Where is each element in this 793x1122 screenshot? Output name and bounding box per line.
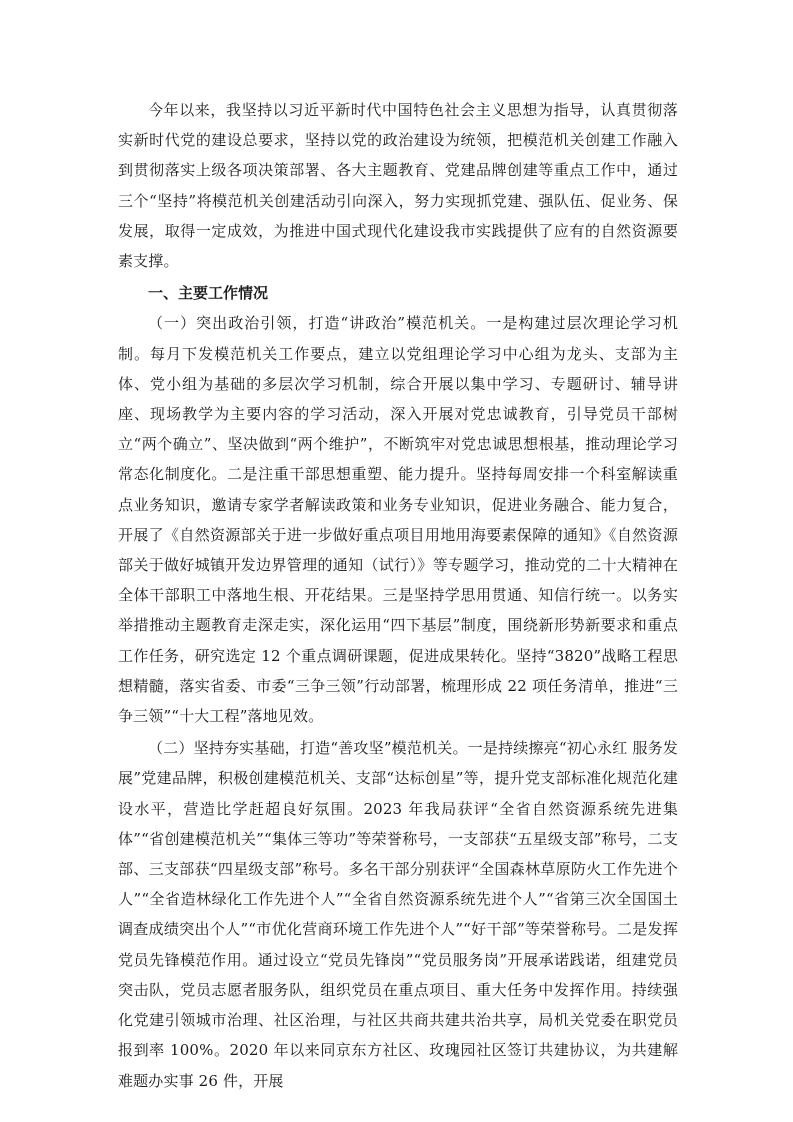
document-body (118, 95, 678, 1096)
paragraph-consolidating-foundation: （二）坚持夯实基础，打造“善攻坚”模范机关。一是持续擦亮“初心永红 服务发展”党建品牌，积极创建模范机关、支部“达标创星”等，提升党支部标准化规范化建设水平，营造比学赶超良好氛围。2023 年我局获评“全省自然资源系统先进集体”“省创建模范机关”“集体三等功”等荣誉称号，一支部获“五星级支部”称号，二支部、三支部获“四星级支部”称号。多名干部分别获评“全国森林草原防火工作先进个人”“全省造林绿化工作先进个人”“全省自然资源系统先进个人”“省第三次全国国土调查成绩突出个人”“市优化营商环境工作先进个人”“好干部”等荣誉称号。二是发挥党员先锋模范作用。通过设立“党员先锋岗”“党员服务岗”开展承诺践诺，组建党员突击队，党员志愿者服务队，组织党员在重点项目、重大任务中发挥作用。持续强化党建引领城市治理、社区治理，与社区共商共建共治共享，局机关党委在职党员报到率 100%。2020 年以来同京东方社区、玫瑰园社区签订共建协议，为共建解难题办实事 26 件，开展 (118, 739, 678, 1090)
paragraph-political-guidance: （一）突出政治引领，打造“讲政治”模范机关。一是构建过层次理论学习机制。每月下发模范机关工作要点，建立以党组理论学习中心组为龙头、支部为主体、党小组为基础的多层次学习机制，综合开展以集中学习、专题研讨、辅导讲座、现场教学为主要内容的学习活动，深入开展对党忠诚教育，引导党员干部树立“两个确立”、坚决做到“两个维护”，不断筑牢对党忠诚思想根基，推动理论学习常态化制度化。二是注重干部思想重塑、能力提升。坚持每周安排一个科室解读重点业务知识，邀请专家学者解读政策和业务专业知识，促进业务融合、能力复合，开展了《自然资源部关于进一步做好重点项目用地用海要素保障的通知》《自然资源部关于做好城镇开发边界管理的通知（试行）》等专题学习，推动党的二十大精神在全体干部职工中落地生根、开花结果。三是坚持学思用贯通、知信行统一。以务实举措推动主题教育走深走实，深化运用“四下基层”制度，围绕新形势新要求和重点工作任务，研究选定 12 个重点调研课题，促进成果转化。坚持“3820”战略工程思想精髓，落实省委、市委“三争三领”行动部署，梳理形成 22 项任务清单，推进“三争三领”“十大工程”落地见效。 (118, 314, 678, 726)
intro-paragraph: 今年以来，我坚持以习近平新时代中国特色社会主义思想为指导，认真贯彻落实新时代党的建设总要求，坚持以党的政治建设为统领，把模范机关创建工作融入到贯彻落实上级各项决策部署、各大主题教育、党建品牌创建等重点工作中，通过三个“坚持”将模范机关创建活动引向深入，努力实现抓党建、强队伍、促业务、保发展，取得一定成效，为推进中国式现代化建设我市实践提供了应有的自然资源要素支撑。 (118, 101, 678, 271)
section-heading: 一、主要工作情况 (148, 284, 269, 303)
